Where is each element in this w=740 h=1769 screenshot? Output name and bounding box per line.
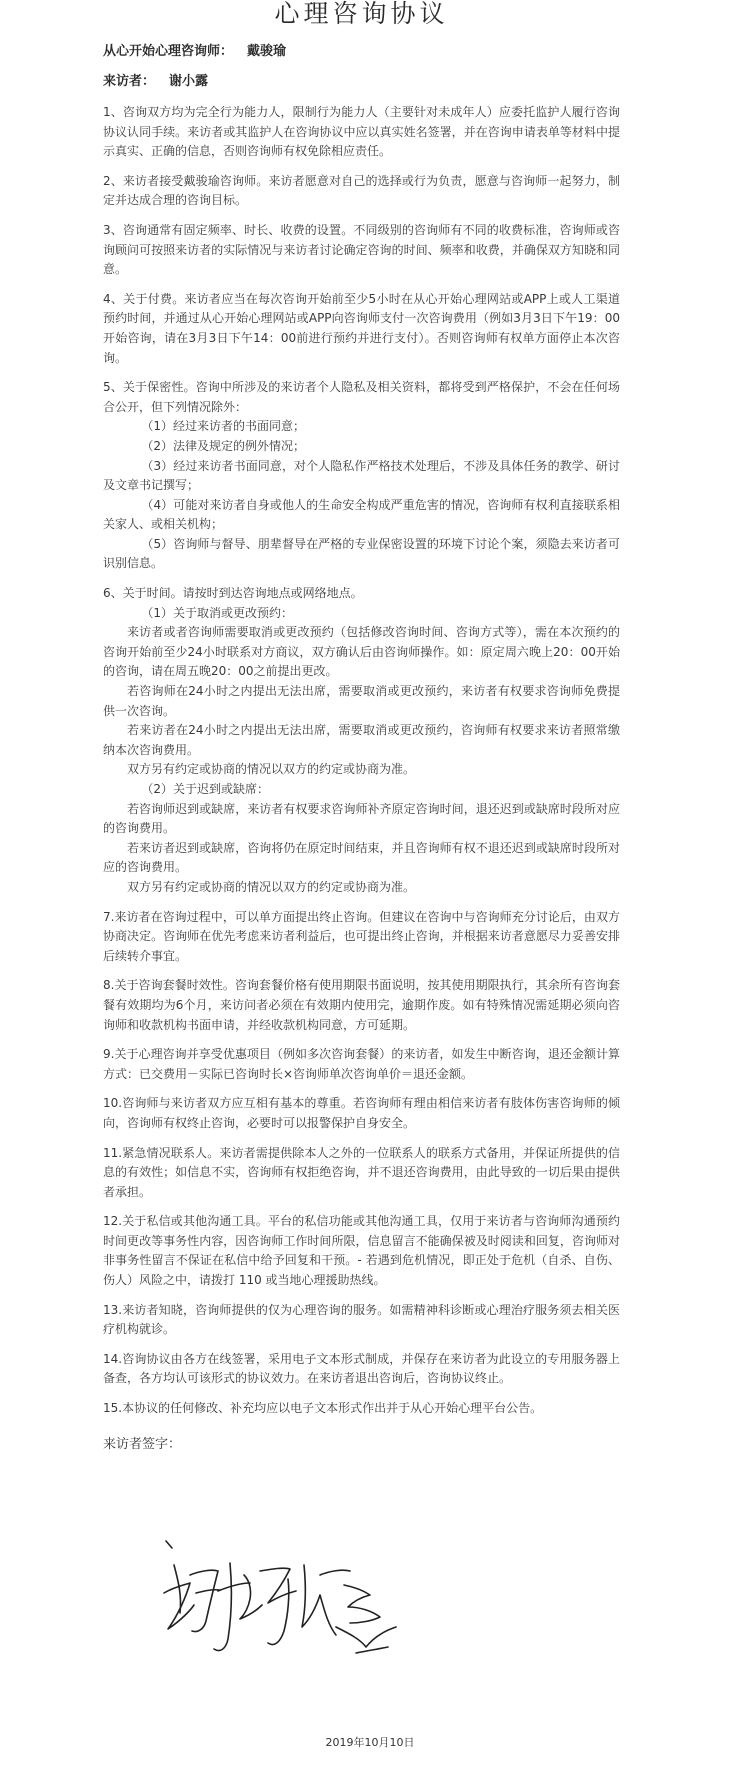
- clause-6-para-7: 双方另有约定或协商的情况以双方的约定或协商为准。: [127, 879, 416, 894]
- clause-6-para-5: 若咨询师迟到或缺席，来访者有权要求咨询师补齐原定咨询时间，退还迟到或缺席时段所对应的咨询费用。: [103, 801, 620, 836]
- clause-15: 15.本协议的任何修改、补充均应以电子文本形式作出并于从心开始心理平台公告。: [103, 1401, 543, 1416]
- clause-11: 11.紧急情况联系人。来访者需提供除本人之外的一位联系人的联系方式备用，并保证所提供的信息的有效性；如信息不实，咨询师有权拒绝咨询，并不退还咨询费用，由此导致的一切后果由提供者承担。: [103, 1145, 620, 1199]
- client-line: [103, 73, 620, 91]
- client-label: 来访者：: [103, 74, 156, 89]
- clause-6-para-2: 若咨询师在24小时之内提出无法出席，需要取消或更改预约，来访者有权要求咨询师免费提供一次咨询。: [103, 684, 620, 718]
- clause-6-heading-2: （2）关于迟到或缺席：: [141, 782, 270, 796]
- clause-6-para-1: 来访者或者咨询师需要取消或更改预约（包括修改咨询时间、咨询方式等），需在本次预约的咨询开始前至少24小时联系对方商议，双方确认后由咨询师操作。如：原定周六晚上20：00开始的咨询，请在周五晚20：00之前提出更改。: [103, 625, 620, 679]
- clause-8: 8.关于咨询套餐时效性。咨询套餐价格有使用期限书面说明，按其使用期限执行，其余所有咨询套餐有效期均为6个月，来访问者必须在有效期内使用完，逾期作废。如有特殊情况需延期必须向咨询师和收款机构书面申请，并经收款机构同意，方可延期。: [103, 978, 620, 1032]
- clause-5-item-4: （4）可能对来访者自身或他人的生命安全构成严重危害的情况，咨询师有权利直接联系相关家人、或相关机构；: [103, 497, 620, 532]
- clause-5-item-1: （1）经过来访者的书面同意；: [141, 419, 306, 434]
- clause-12: 12.关于私信或其他沟通工具。平台的私信功能或其他沟通工具，仅用于来访者与咨询师沟通预约时间更改等事务性内容，因咨询师工作时间所限，信息留言不能确保被及时阅读和回复，咨询师对非事务性留言不保证在私信中给予回复和干预。- 若遇到危机情况，即正处于危机（自杀、自伤、伤人）风险之中，请拨打 110 或当地心理援助热线。: [103, 1214, 620, 1288]
- clause-5-intro: 5、关于保密性。咨询中所涉及的来访者个人隐私及相关资料，都将受到严格保护，不会在任何场合公开，但下列情况除外：: [103, 380, 620, 414]
- clause-6-intro: 6、关于时间。请按时到达咨询地点或网络地点。: [103, 586, 363, 601]
- clause-6: [103, 584, 620, 898]
- clause-6-heading-1: （1）关于取消或更改预约：: [141, 605, 294, 620]
- client-name: 谢小露: [169, 74, 209, 89]
- clause-13: 13.来访者知晓，咨询师提供的仅为心理咨询的服务。如需精神科诊断或心理治疗服务须去相关医疗机构就诊。: [103, 1302, 620, 1337]
- counselor-label: 从心开始心理咨询师：: [103, 44, 234, 59]
- handwritten-signature: [160, 1535, 410, 1690]
- clause-list: [103, 103, 620, 1419]
- clause-5-item-5: （5）咨询师与督导、朋辈督导在严格的专业保密设置的环境下讨论个案，须隐去来访者可识别信息。: [103, 536, 620, 571]
- signature-date: 2019年10月10日: [325, 1736, 415, 1749]
- clause-3: 3、咨询通常有固定频率、时长、收费的设置。不同级别的咨询师有不同的收费标准，咨询师或咨询顾问可按照来访者的实际情况与来访者讨论确定咨询的时间、频率和收费，并确保双方知晓和同意。: [103, 222, 620, 277]
- page-title: 心理咨询协议: [274, 0, 449, 28]
- clause-9: 9.关于心理咨询并享受优惠项目（例如多次咨询套餐）的来访者，如发生中断咨询，退还金额计算方式：已交费用－实际已咨询时长×咨询师单次咨询单价＝退还金额。: [103, 1047, 620, 1081]
- clause-7: 7.来访者在咨询过程中，可以单方面提出终止咨询。但建议在咨询中与咨询师充分讨论后，由双方协商决定。咨询师在优先考虑来访者利益后，也可提出终止咨询，并根据来访者意愿尽力妥善安排后续转介事宜。: [103, 909, 620, 963]
- clause-6-para-6: 若来访者迟到或缺席，咨询将仍在原定时间结束，并且咨询师有权不退还迟到或缺席时段所对应的咨询费用。: [103, 840, 620, 875]
- clause-5-item-3: （3）经过来访者书面同意，对个人隐私作严格技术处理后，不涉及具体任务的教学、研讨及文章书记撰写；: [103, 458, 620, 493]
- counselor-line: [103, 43, 620, 61]
- clause-6-para-3: 若来访者在24小时之内提出无法出席，需要取消或更改预约，咨询师有权要求来访者照常缴纳本次咨询费用。: [103, 723, 620, 757]
- clause-4: 4、关于付费。来访者应当在每次咨询开始前至少5小时在从心开始心理网站或APP上或人工渠道预约时间，并通过从心开始心理网站或APP向咨询师支付一次咨询费用（例如3月3日下午19：00开始咨询，请在3月3日下午14：00前进行预约并进行支付）。否则咨询师有权单方面停止本次咨询。: [103, 291, 620, 365]
- signature-label: 来访者签字：: [103, 1436, 182, 1452]
- clause-10: 10.咨询师与来访者双方应互相有基本的尊重。若咨询师有理由相信来访者有肢体伤害咨询师的倾向，咨询师有权终止咨询，必要时可以报警保护自身安全。: [103, 1096, 620, 1130]
- clause-5: [103, 378, 620, 574]
- clause-5-item-2: （2）法律及规定的例外情况；: [141, 438, 306, 453]
- clause-2: 2、来访者接受戴骏瑜咨询师。来访者愿意对自己的选择或行为负责，愿意与咨询师一起努力，制定并达成合理的咨询目标。: [103, 173, 620, 208]
- counselor-name: 戴骏瑜: [247, 44, 287, 59]
- clause-14: 14.咨询协议由各方在线签署，采用电子文本形式制成，并保存在来访者为此设立的专用服务器上备查，各方均认可该形式的协议效力。在来访者退出咨询后，咨询协议终止。: [103, 1351, 620, 1386]
- clause-6-para-4: 双方另有约定或协商的情况以双方的约定或协商为准。: [127, 762, 416, 777]
- clause-1: 1、咨询双方均为完全行为能力人，限制行为能力人（主要针对未成年人）应委托监护人履行咨询协议认同手续。来访者或其监护人在咨询协议中应以真实姓名签署，并在咨询申请表单等材料中提示真实、正确的信息，否则咨询师有权免除相应责任。: [103, 105, 620, 159]
